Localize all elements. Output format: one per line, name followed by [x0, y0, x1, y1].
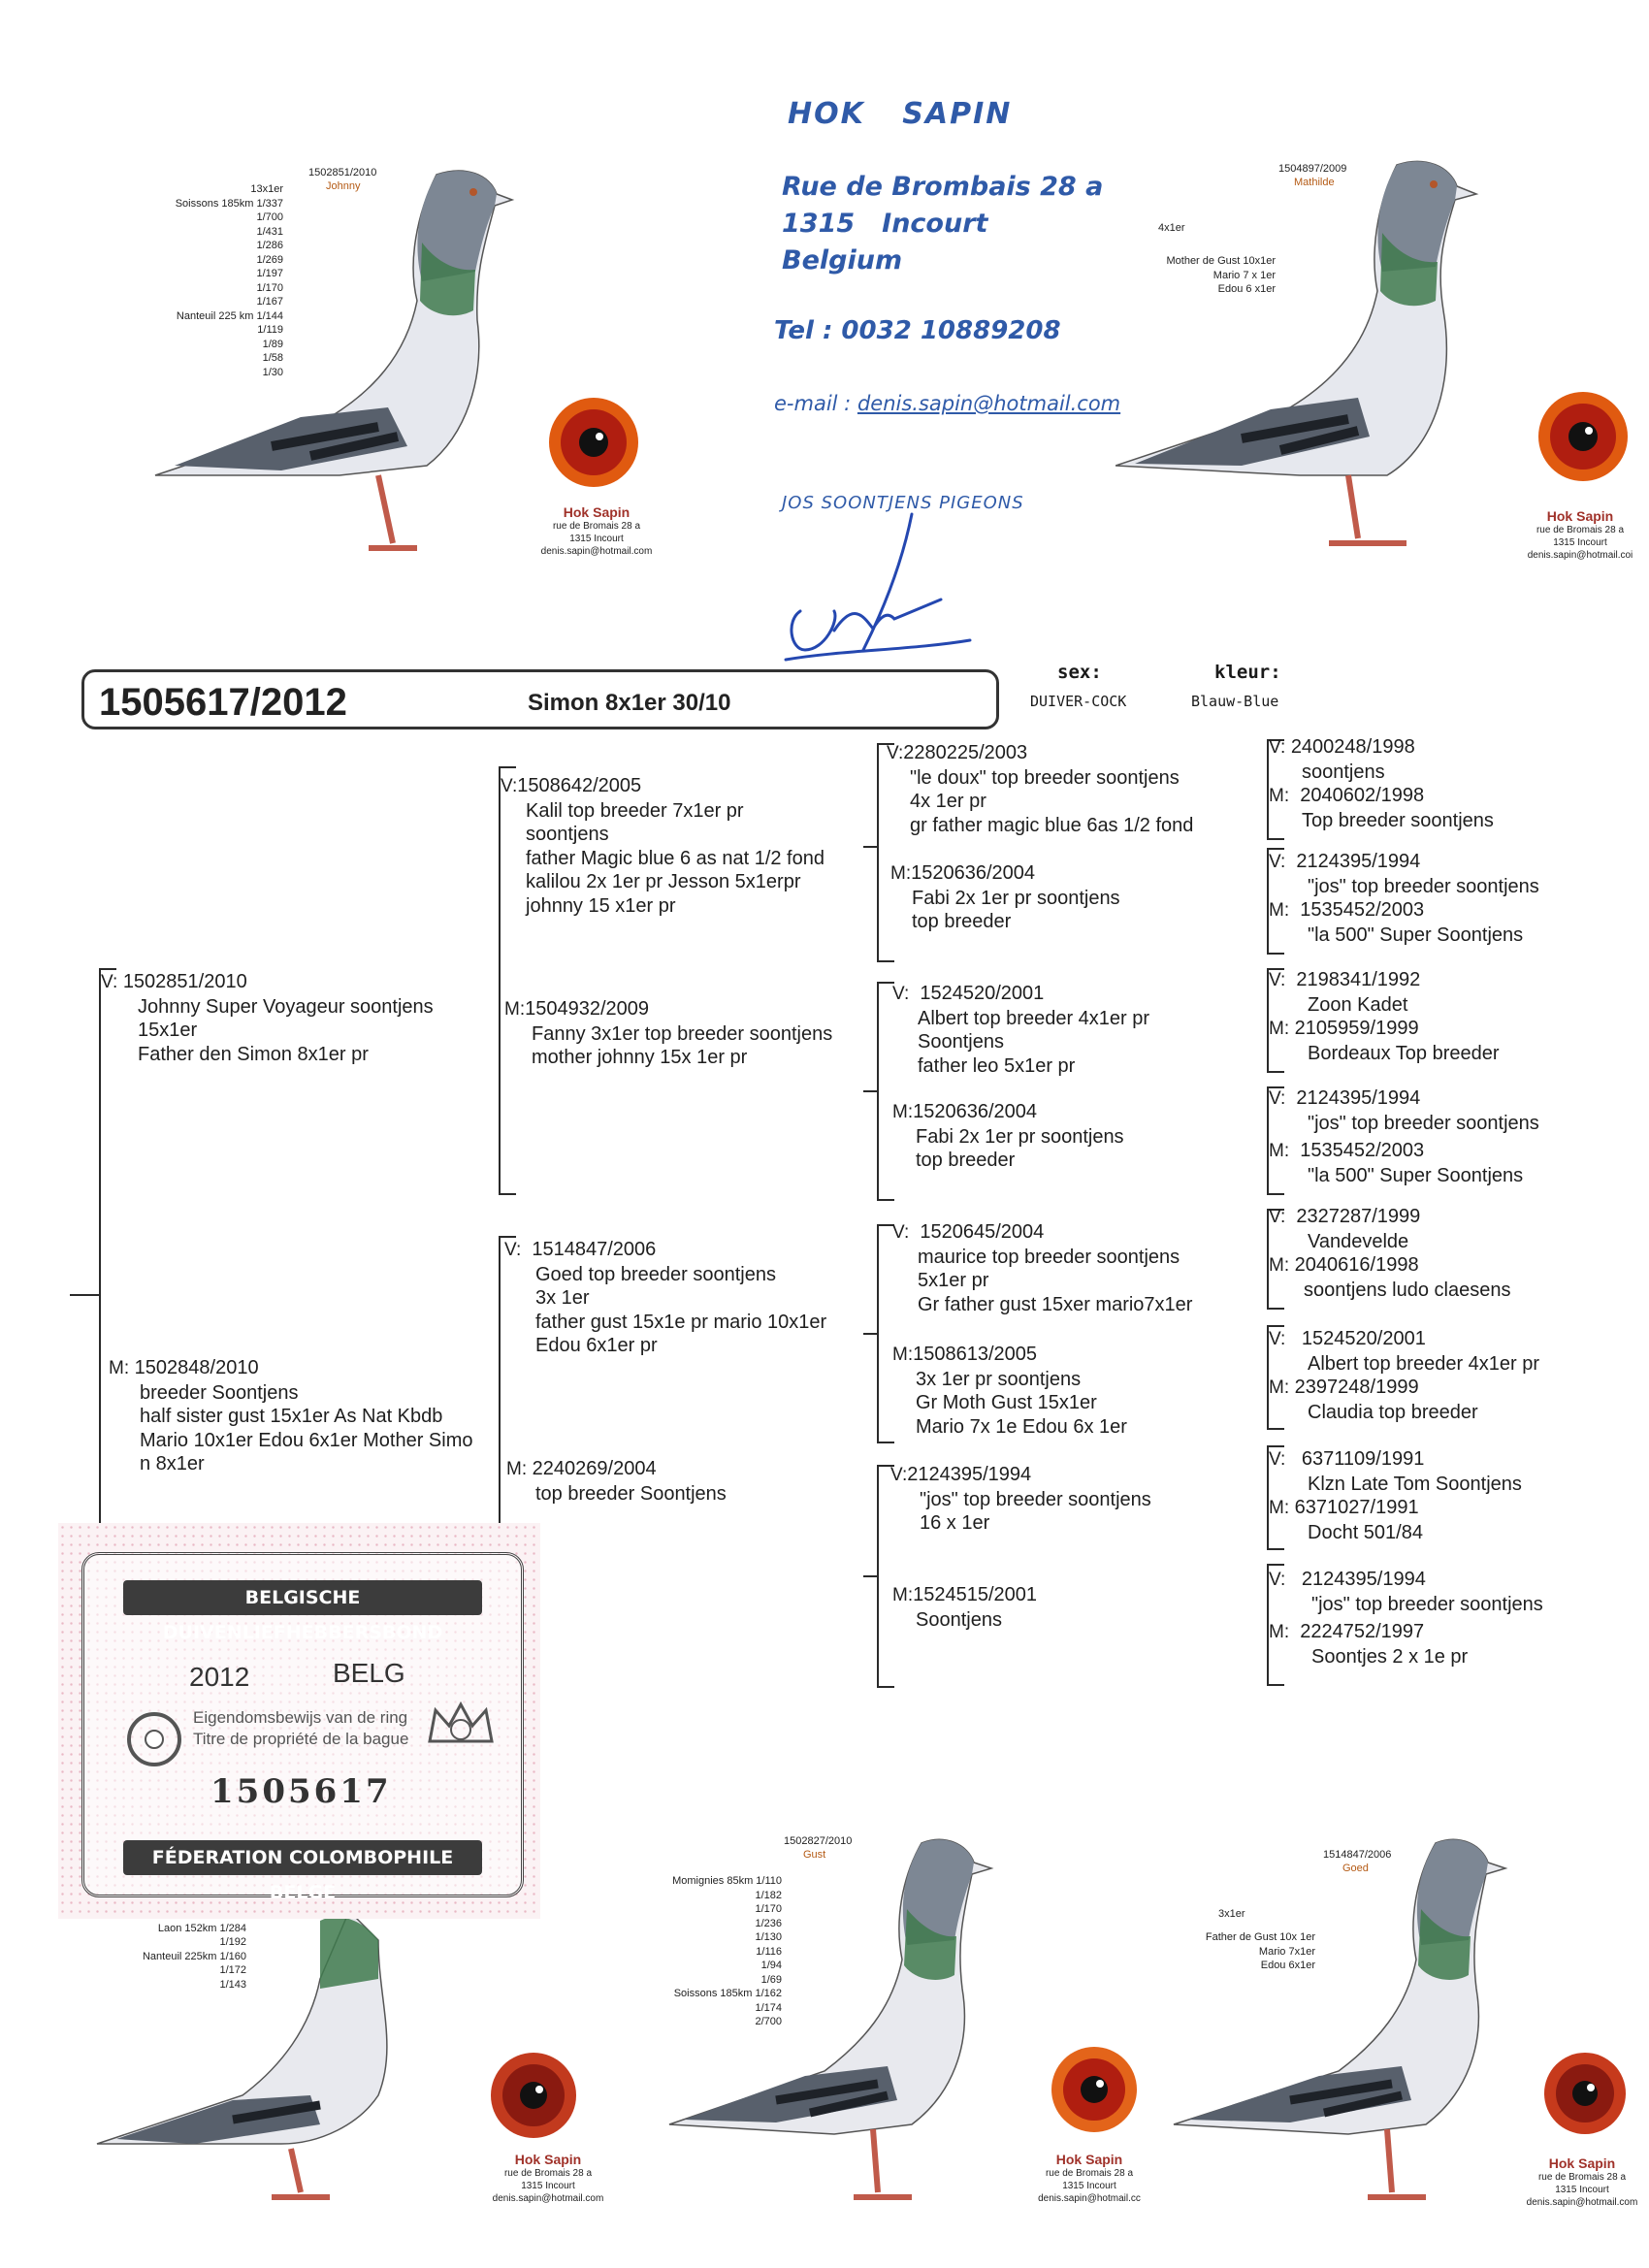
sire-label: V: — [892, 984, 910, 1004]
stamp-email: denis.sapin@hotmail.com — [492, 2193, 604, 2204]
info-line: Father den Simon 8x1er pr — [138, 1043, 369, 1065]
stamp-city: 1315 Incourt — [521, 2181, 575, 2191]
photo-stamp — [475, 2152, 621, 2205]
eye-photo — [1046, 2041, 1143, 2138]
connector — [863, 1090, 877, 1092]
ring-number: 2124395/1994 — [1296, 851, 1421, 872]
ring-number: 1514847/2006 — [532, 1239, 657, 1260]
stamp-address: rue de Bromais 28 a — [1045, 2168, 1134, 2179]
info-line: soontjens ludo claesens — [1304, 1279, 1511, 1301]
color-label: kleur: — [1214, 662, 1281, 683]
sire-label: V: — [887, 743, 904, 763]
certificate-number: 1505617 — [210, 1772, 392, 1811]
signature-image — [766, 504, 989, 669]
stamp-email: denis.sapin@hotmail.com — [1526, 2197, 1638, 2208]
dam-label: M: — [1269, 1498, 1290, 1518]
pigeon-photo — [1116, 155, 1513, 572]
pedigree-pair — [1269, 1205, 1510, 1302]
info-line: Soontjens — [918, 1031, 1004, 1053]
pedigree-sire — [101, 970, 434, 1066]
card-ring: 1502851/2010 — [308, 167, 377, 178]
email-label: e-mail : — [774, 392, 852, 415]
ring-number: 2040616/1998 — [1294, 1254, 1419, 1276]
dam-label: M: — [504, 999, 526, 1020]
subject-name: Simon 8x1er 30/10 — [528, 690, 731, 716]
ring-number: 1520645/2004 — [920, 1221, 1045, 1243]
pigeon-photo — [660, 1833, 1028, 2231]
stamp-email: denis.sapin@hotmail.com — [540, 546, 653, 557]
result-line: 1/30 — [262, 366, 283, 378]
ring-number: 6371109/1991 — [1301, 1448, 1425, 1470]
info-line: Fabi 2x 1er pr soontjens — [912, 887, 1120, 909]
stamp-address: rue de Bromais 28 a — [552, 521, 641, 532]
pedigree-ggdam — [892, 1343, 1127, 1439]
result-line: 1/286 — [256, 240, 283, 251]
phone-number: Tel : 0032 10889208 — [774, 316, 1061, 345]
connector — [863, 1333, 877, 1335]
sire-label: V: — [1269, 970, 1286, 990]
breeder-line: JOS SOONTJENS PIGEONS — [782, 493, 1024, 513]
info-line: "la 500" Super Soontjens — [1308, 1164, 1524, 1186]
connector — [863, 1575, 877, 1577]
sex-value: DUIVER-COCK — [1030, 693, 1127, 710]
dam-label: M: — [1269, 1255, 1290, 1276]
info-line: soontjens — [1302, 761, 1385, 783]
sire-label: V: — [504, 1240, 522, 1260]
info-line: 16 x 1er — [920, 1512, 990, 1534]
result-line: 1/182 — [755, 1889, 782, 1901]
stamp-address: rue de Bromais 28 a — [1537, 2172, 1627, 2183]
dam-label: M: — [1269, 1019, 1290, 1039]
photo-stamp — [524, 504, 669, 558]
info-line: soontjens — [526, 824, 609, 845]
certificate-title-fr: Titre de propriété de la bague — [193, 1730, 409, 1748]
photo-stamp — [1017, 2152, 1162, 2205]
result-line: 1/174 — [755, 2001, 782, 2014]
ring-number: 2040602/1998 — [1300, 785, 1425, 806]
info-line: johnny 15 x1er pr — [526, 894, 676, 917]
info-line: "le doux" top breeder soontjens — [910, 766, 1180, 789]
info-line: 5x1er pr — [918, 1270, 989, 1291]
info-line: Soontjes 2 x 1e pr — [1311, 1645, 1469, 1668]
result-line: 3x1er — [1218, 1908, 1245, 1920]
card-name: Mathilde — [1294, 177, 1335, 188]
info-line: "jos" top breeder soontjens — [920, 1488, 1151, 1510]
ring-number: 1535452/2003 — [1300, 899, 1425, 921]
info-line: Fabi 2x 1er pr soontjens — [916, 1125, 1124, 1148]
result-line: 1/58 — [262, 352, 283, 364]
dam-label: M: — [892, 1345, 914, 1365]
ring-number: 1524520/2001 — [1301, 1328, 1426, 1349]
result-line: 4x1er — [1158, 222, 1185, 234]
sire-label: V: — [1269, 852, 1286, 872]
info-line: "jos" top breeder soontjens — [1308, 1112, 1539, 1134]
info-line: father leo 5x1er pr — [918, 1054, 1076, 1077]
result-line: 1/192 — [219, 1936, 246, 1948]
result-line: Nanteuil 225 km 1/144 — [176, 309, 283, 322]
result-line: 13x1er — [250, 183, 283, 195]
info-line: "jos" top breeder soontjens — [1308, 875, 1539, 897]
result-line: 1/143 — [219, 1978, 246, 1991]
dam-label: M: — [109, 1358, 130, 1378]
info-line: Soontjens — [916, 1608, 1002, 1631]
info-line: Docht 501/84 — [1308, 1521, 1423, 1543]
certificate-top-banner: BELGISCHE DUIVENLIEFHEBBERSBOND — [123, 1580, 482, 1615]
pedigree-granddam — [504, 997, 832, 1070]
info-line: Mario 10x1er Edou 6x1er Mother Simo — [140, 1429, 473, 1451]
result-line: 1/130 — [755, 1931, 782, 1943]
sire-label: V: — [1269, 1207, 1286, 1227]
stamp-email: denis.sapin@hotmail.coi — [1527, 550, 1633, 561]
pedigree-pair — [1269, 1327, 1539, 1424]
result-line: Mario 7x1er — [1258, 1945, 1315, 1958]
info-line: Bordeaux Top breeder — [1308, 1042, 1500, 1064]
stamp-name: Hok Sapin — [563, 504, 630, 520]
pigeon-photo — [87, 1901, 456, 2231]
pedigree-ggdam — [892, 1583, 1037, 1632]
pedigree-ggsire — [887, 741, 1193, 837]
dam-label: M: — [1269, 1141, 1290, 1161]
stamp-name: Hok Sapin — [1055, 2152, 1123, 2167]
stamp-address: rue de Bromais 28 a — [503, 2168, 593, 2179]
dam-label: M: — [890, 863, 912, 884]
info-line: Johnny Super Voyageur soontjens — [138, 995, 434, 1018]
ring-number: 2124395/1994 — [1296, 1087, 1421, 1109]
ring-number: 2240269/2004 — [532, 1458, 657, 1479]
pedigree-ggsire — [892, 982, 1149, 1078]
eye-photo — [1538, 2047, 1632, 2140]
info-line: n 8x1er — [140, 1453, 205, 1474]
result-line: Edou 6 x1er — [1217, 283, 1276, 295]
certificate-title-nl: Eigendomsbewijs van de ring — [193, 1708, 408, 1727]
card-name: Gust — [803, 1849, 826, 1861]
subject-ring-number: 1505617/2012 — [99, 681, 347, 724]
result-line: 1/119 — [257, 324, 283, 336]
sire-label: V: — [501, 776, 518, 796]
bracket-g3 — [877, 982, 879, 1201]
sire-label: V: — [1269, 1329, 1286, 1349]
result-line: Soissons 185km 1/337 — [175, 197, 283, 210]
pedigree-pair — [1269, 735, 1494, 832]
dam-label: M: — [506, 1459, 528, 1479]
card-ring: 1504897/2009 — [1278, 163, 1347, 175]
result-line: 1/167 — [256, 296, 283, 308]
sire-label: V: — [892, 1222, 910, 1243]
dam-label: M: — [1269, 786, 1290, 806]
pedigree-ggsire — [890, 1463, 1151, 1536]
ring-number: 1535452/2003 — [1300, 1140, 1425, 1161]
address-street: Rue de Brombais 28 a — [782, 172, 1104, 202]
stamp-email: denis.sapin@hotmail.cc — [1038, 2193, 1141, 2204]
ring-number: 6371027/1991 — [1294, 1497, 1419, 1518]
result-line: Laon 152km 1/284 — [157, 1922, 246, 1934]
info-line: "la 500" Super Soontjens — [1308, 923, 1524, 946]
dam-label: M: — [892, 1585, 914, 1605]
ring-number: 1524515/2001 — [913, 1584, 1038, 1605]
info-line: Top breeder soontjens — [1302, 809, 1494, 831]
info-line: half sister gust 15x1er As Nat Kbdb — [140, 1406, 443, 1427]
connector — [70, 1294, 99, 1296]
ring-clasp-icon — [119, 1691, 187, 1778]
info-line: Vandevelde — [1308, 1230, 1409, 1252]
ring-number: 1508613/2005 — [913, 1344, 1038, 1365]
ring-number: 2280225/2003 — [903, 742, 1028, 763]
pedigree-ggsire — [892, 1220, 1192, 1316]
color-value: Blauw-Blue — [1191, 693, 1279, 710]
eye-photo — [485, 2047, 582, 2144]
ring-number: 2198341/1992 — [1296, 969, 1421, 990]
info-line: mother johnny 15x 1er pr — [532, 1047, 748, 1068]
stamp-name: Hok Sapin — [1546, 508, 1614, 524]
ring-number: 1524520/2001 — [920, 983, 1045, 1004]
sex-label: sex: — [1057, 662, 1102, 683]
info-line: top breeder — [916, 1150, 1016, 1171]
loft-title: HOK SAPIN — [788, 97, 1013, 131]
result-line: Father de Gust 10x 1er — [1205, 1931, 1315, 1943]
certificate-frame — [81, 1552, 524, 1903]
info-line: "jos" top breeder soontjens — [1311, 1593, 1543, 1615]
ring-number: 2105959/1999 — [1294, 1018, 1419, 1039]
pedigree-granddam — [506, 1457, 727, 1506]
info-line: 3x 1er pr soontjens — [916, 1368, 1082, 1390]
pedigree-grandsire — [504, 1238, 826, 1358]
info-line: 3x 1er — [535, 1287, 590, 1309]
ring-number: 1508642/2005 — [517, 775, 642, 796]
card-name: Goed — [1342, 1863, 1369, 1874]
pigeon-photo — [146, 155, 534, 572]
result-line: Mother de Gust 10x1er — [1166, 255, 1276, 267]
info-line: maurice top breeder soontjens — [918, 1246, 1180, 1268]
certificate-bottom-banner: FÉDERATION COLOMBOPHILE BELGE — [123, 1840, 482, 1875]
pedigree-ggdam — [892, 1100, 1124, 1173]
address-country: Belgium — [782, 245, 903, 275]
result-line: 1/94 — [760, 1960, 782, 1971]
card-ring: 1502827/2010 — [784, 1835, 853, 1847]
info-line: gr father magic blue 6as 1/2 fond — [910, 814, 1194, 836]
bracket-g3 — [877, 743, 879, 962]
dam-label: M: — [1269, 900, 1290, 921]
stamp-address: rue de Bromais 28 a — [1536, 525, 1625, 535]
dam-label: M: — [1269, 1622, 1290, 1642]
loft-address — [782, 169, 1103, 279]
info-line: Claudia top breeder — [1308, 1401, 1478, 1423]
result-line: 1/431 — [256, 225, 283, 238]
info-line: Mario 7x 1e Edou 6x 1er — [916, 1415, 1127, 1438]
info-line: Albert top breeder 4x1er pr — [1308, 1352, 1540, 1375]
bracket-g3 — [877, 1465, 879, 1688]
info-line: Edou 6x1er pr — [535, 1335, 658, 1356]
address-city-line — [782, 206, 1103, 243]
pedigree-pair — [1269, 1447, 1522, 1544]
result-line: 1/116 — [756, 1945, 782, 1958]
bracket-g3 — [877, 1224, 879, 1443]
info-line: Gr father gust 15xer mario7x1er — [918, 1293, 1193, 1315]
ring-number: 2124395/1994 — [1301, 1569, 1426, 1590]
result-line: 1/69 — [760, 1973, 782, 1986]
ring-number: 1502851/2010 — [122, 971, 247, 992]
connector — [863, 846, 877, 848]
email-link[interactable]: denis.sapin@hotmail.com — [857, 392, 1121, 415]
pedigree-pair — [1269, 1086, 1539, 1187]
info-line: kalilou 2x 1er pr Jesson 5x1erpr — [526, 871, 801, 892]
sire-label: V: — [1269, 737, 1286, 758]
result-line: 1/700 — [256, 211, 283, 223]
result-line: 1/172 — [219, 1964, 246, 1976]
result-line: 1/236 — [755, 1917, 782, 1929]
info-line: breeder Soontjens — [140, 1381, 299, 1404]
sire-label: V: — [1269, 1449, 1286, 1470]
bracket-g2 — [499, 1236, 501, 1537]
certificate-country: BELG — [333, 1658, 405, 1688]
ring-number: 2327287/1999 — [1296, 1206, 1421, 1227]
ring-number: 1502848/2010 — [134, 1357, 259, 1378]
info-line: top breeder Soontjens — [535, 1482, 727, 1505]
pedigree-ggdam — [890, 861, 1120, 934]
stamp-name: Hok Sapin — [514, 2152, 582, 2167]
pedigree-dam — [109, 1356, 473, 1476]
info-line: Kalil top breeder 7x1er pr — [526, 799, 744, 822]
pedigree-pair — [1269, 1568, 1543, 1669]
result-line: Nanteuil 225km 1/160 — [142, 1950, 246, 1962]
ring-number: 1520636/2004 — [913, 1101, 1038, 1122]
info-line: Gr Moth Gust 15x1er — [916, 1392, 1097, 1413]
info-line: 4x 1er pr — [910, 791, 986, 812]
info-line: Klzn Late Tom Soontjens — [1308, 1473, 1522, 1495]
dam-label: M: — [892, 1102, 914, 1122]
address-city: Incourt — [882, 209, 988, 239]
ring-certificate — [58, 1523, 540, 1919]
address-postcode: 1315 — [782, 209, 856, 239]
result-line: Edou 6x1er — [1260, 1960, 1315, 1971]
photo-stamp — [1513, 508, 1647, 562]
card-name: Johnny — [326, 180, 361, 192]
result-line: 1/170 — [256, 281, 283, 294]
sire-label: V: — [1269, 1570, 1286, 1590]
pigeon-photo — [1164, 1833, 1542, 2231]
stamp-city: 1315 Incourt — [1555, 2185, 1609, 2195]
ring-number: 2400248/1998 — [1290, 736, 1415, 758]
info-line: father gust 15x1e pr mario 10x1er — [535, 1311, 827, 1333]
pedigree-grandsire — [501, 774, 824, 918]
result-line: 2/700 — [755, 2016, 782, 2027]
ring-number: 1504932/2009 — [525, 998, 650, 1020]
result-line: 1/197 — [256, 268, 283, 279]
info-line: Zoon Kadet — [1308, 993, 1408, 1016]
info-line: Fanny 3x1er top breeder soontjens — [532, 1022, 833, 1045]
ring-number: 2397248/1999 — [1294, 1377, 1419, 1398]
eye-photo — [1533, 386, 1633, 487]
result-line: Mario 7 x 1er — [1212, 269, 1276, 281]
result-line: 1/89 — [262, 338, 283, 350]
info-line: Goed top breeder soontjens — [535, 1263, 776, 1285]
stamp-city: 1315 Incourt — [569, 534, 624, 544]
result-line: Momignies 85km 1/110 — [672, 1875, 782, 1887]
result-line: Soissons 185km 1/162 — [673, 1988, 782, 1999]
dam-label: M: — [1269, 1377, 1290, 1398]
pedigree-pair — [1269, 850, 1539, 947]
photo-stamp — [1519, 2155, 1645, 2209]
pedigree-pair — [1269, 968, 1500, 1065]
info-line: father Magic blue 6 as nat 1/2 fond — [526, 847, 824, 869]
certificate-year: 2012 — [189, 1662, 250, 1692]
info-line: top breeder — [912, 911, 1012, 932]
eye-photo — [543, 392, 644, 493]
crown-icon — [422, 1691, 500, 1759]
ring-number: 1520636/2004 — [911, 862, 1036, 884]
ring-number: 2124395/1994 — [907, 1464, 1032, 1485]
sire-label: V: — [1269, 1088, 1286, 1109]
stamp-name: Hok Sapin — [1548, 2155, 1616, 2171]
ring-number: 2224752/1997 — [1300, 1621, 1425, 1642]
stamp-city: 1315 Incourt — [1062, 2181, 1116, 2191]
stamp-city: 1315 Incourt — [1553, 537, 1607, 548]
info-line: Albert top breeder 4x1er pr — [918, 1007, 1150, 1029]
sire-label: V: — [890, 1465, 908, 1485]
result-line: 1/170 — [755, 1903, 782, 1915]
email-line — [774, 392, 1120, 415]
info-line: 15x1er — [138, 1020, 198, 1041]
card-ring: 1514847/2006 — [1323, 1849, 1392, 1861]
result-line: 1/269 — [256, 253, 283, 266]
sire-label: V: — [101, 972, 118, 992]
